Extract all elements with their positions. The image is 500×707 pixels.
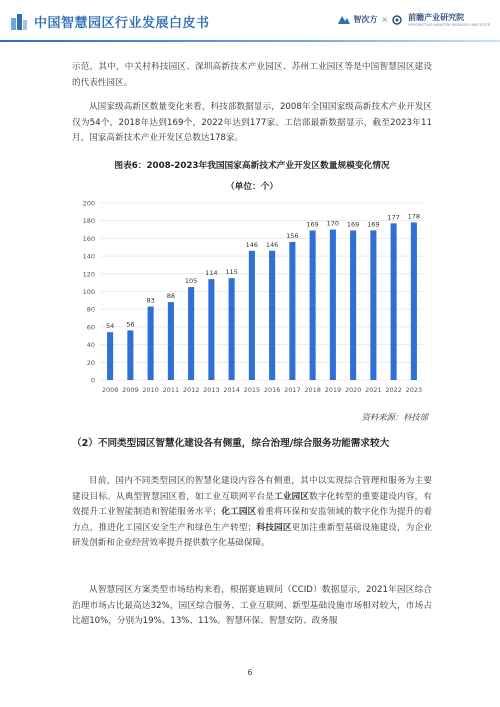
x-tick-label: 2021 [365, 386, 382, 394]
x-tick-label: 2018 [304, 386, 321, 394]
building-icon [10, 13, 28, 31]
bar-value-label: 169 [306, 220, 319, 229]
bar-value-label: 105 [184, 277, 198, 286]
x-tick-label: 2015 [243, 386, 261, 394]
x-tick-label: 2013 [203, 386, 220, 394]
x-tick-label: 2012 [182, 386, 200, 394]
bar [289, 242, 295, 380]
bar-value-label: 170 [326, 219, 340, 228]
x-tick-label: 2009 [122, 386, 139, 394]
y-tick-label: 20 [86, 358, 95, 367]
header-logos [337, 12, 490, 27]
figure-source: 资料来源：科技部 [361, 412, 428, 422]
bar-value-label: 156 [286, 231, 299, 240]
y-tick-label: 40 [86, 341, 95, 350]
bar [370, 230, 376, 380]
bar-value-label: 114 [205, 269, 218, 278]
x-tick-label: 2010 [142, 386, 159, 394]
x-tick-label: 2014 [223, 386, 240, 394]
bar-value-label: 146 [245, 240, 259, 249]
p3-text-3: 着重将环保和安监领域的数字化作为提升的着力点，推进化工园区安全生产和绿色生产转型； [72, 507, 432, 533]
bar [229, 278, 235, 380]
x-tick-label: 2019 [324, 386, 342, 394]
paragraph-3 [72, 474, 432, 552]
paragraph-4: 从智慧园区方案类型市场结构来看，根据赛迪顾问（CCID）数据显示，2021年园区综合治理市场占比最高达32%，园区综合服务、工业互联网、新型基础设施市场相对较大，市场占比超10%，分别为19%、13%、11%。智慧环保、智慧安防、政务服 [72, 585, 432, 627]
y-tick-label: 160 [82, 234, 95, 243]
header-title-group [10, 12, 210, 31]
header-divider [0, 40, 500, 42]
bar [411, 222, 417, 380]
bar [148, 307, 154, 380]
bar [127, 330, 133, 380]
y-tick-label: 60 [86, 323, 95, 332]
y-tick-label: 80 [86, 305, 95, 314]
x-tick-label: 2017 [284, 386, 301, 394]
logo-zhicifang: 智次方 [353, 15, 378, 24]
qianzhan-logo-icon [392, 15, 406, 25]
p3-text-1: 目前，国内不同类型园区的智慧化建设内容各有侧重，其中以实现综合管理和服务为主要建设目标。从典型智慧园区看，如工业互联网平台是 [72, 476, 432, 502]
bar-value-label: 169 [346, 220, 360, 229]
x-tick-label: 2008 [101, 386, 119, 394]
p3-text-2: 数字化转型的重要建设内容，有效提升工业智能制造和智能服务水平； [72, 491, 432, 518]
x-tick-label: 2023 [405, 386, 423, 394]
bar-value-label: 146 [265, 240, 279, 249]
page-number: 6 [247, 668, 253, 677]
y-tick-label: 140 [82, 252, 95, 261]
p3-text-4: 更加注重新型基础设施建设，为企业研发创新和企业经营效率提升提供数字化基础保障。 [72, 522, 432, 549]
bar [208, 279, 214, 380]
bar-value-label: 169 [367, 220, 380, 229]
bar [310, 230, 316, 380]
x-tick-label: 2020 [344, 386, 362, 394]
bar [168, 302, 174, 380]
bar [330, 230, 336, 380]
figure-unit: （单位：个） [225, 182, 279, 192]
paragraph-1: 示范，其中，中关村科技园区、深圳高新技术产业园区、苏州工业园区等是中国智慧园区建设的代表性园区。 [72, 62, 432, 88]
bar [269, 251, 275, 380]
bar-value-label: 83 [146, 296, 155, 305]
p3-bold-tech: 科技园区 [256, 522, 292, 533]
y-tick-label: 0 [90, 376, 95, 385]
page-header [0, 0, 500, 44]
bar-value-label: 115 [225, 268, 238, 277]
bar [249, 251, 255, 380]
x-tick-label: 2016 [263, 386, 281, 394]
section-heading: （2）不同类型园区智慧化建设各有侧重，综合治理/综合服务功能需求较大 [72, 438, 390, 449]
bar-value-label: 88 [166, 292, 176, 301]
bar-chart [72, 195, 432, 405]
bar [391, 223, 397, 380]
x-tick-label: 2022 [385, 386, 402, 394]
bar [350, 230, 356, 380]
logo-qianzhan-sub: PROSPECTIVE INDUSTRY RESEARCH INSTITUTE [408, 23, 490, 27]
y-tick-label: 200 [82, 199, 95, 208]
y-tick-label: 120 [82, 270, 95, 279]
bar-value-label: 56 [126, 320, 135, 329]
p3-bold-chemical: 化工园区 [221, 507, 257, 518]
y-tick-label: 180 [82, 217, 95, 226]
logo-qianzhan: 前瞻产业研究院 [408, 13, 465, 22]
logo-separator: × [381, 15, 389, 24]
x-tick-label: 2011 [162, 386, 180, 394]
p3-bold-industrial: 工业园区 [274, 491, 310, 502]
bar-value-label: 54 [105, 322, 115, 331]
y-tick-label: 100 [82, 288, 95, 296]
bar-value-label: 178 [407, 212, 421, 221]
bar [188, 287, 194, 380]
header-title: 中国智慧园区行业发展白皮书 [34, 16, 210, 31]
figure-title: 图表6：2008-2023年我国国家高新技术产业开发区数量规模变化情况 [114, 161, 390, 171]
zhicifang-logo-icon [337, 15, 351, 25]
bar [107, 332, 113, 380]
bar-value-label: 177 [387, 213, 400, 222]
paragraph-2: 从国家级高新区数量变化来看，科技部数据显示，2008年全国国家级高新技术产业开发区仅为54个，2018年达到169个，2022年达到177家。工信部最新数据显示，截至2023年11月，国家高新技术产业开发区总数达178家。 [72, 102, 432, 144]
